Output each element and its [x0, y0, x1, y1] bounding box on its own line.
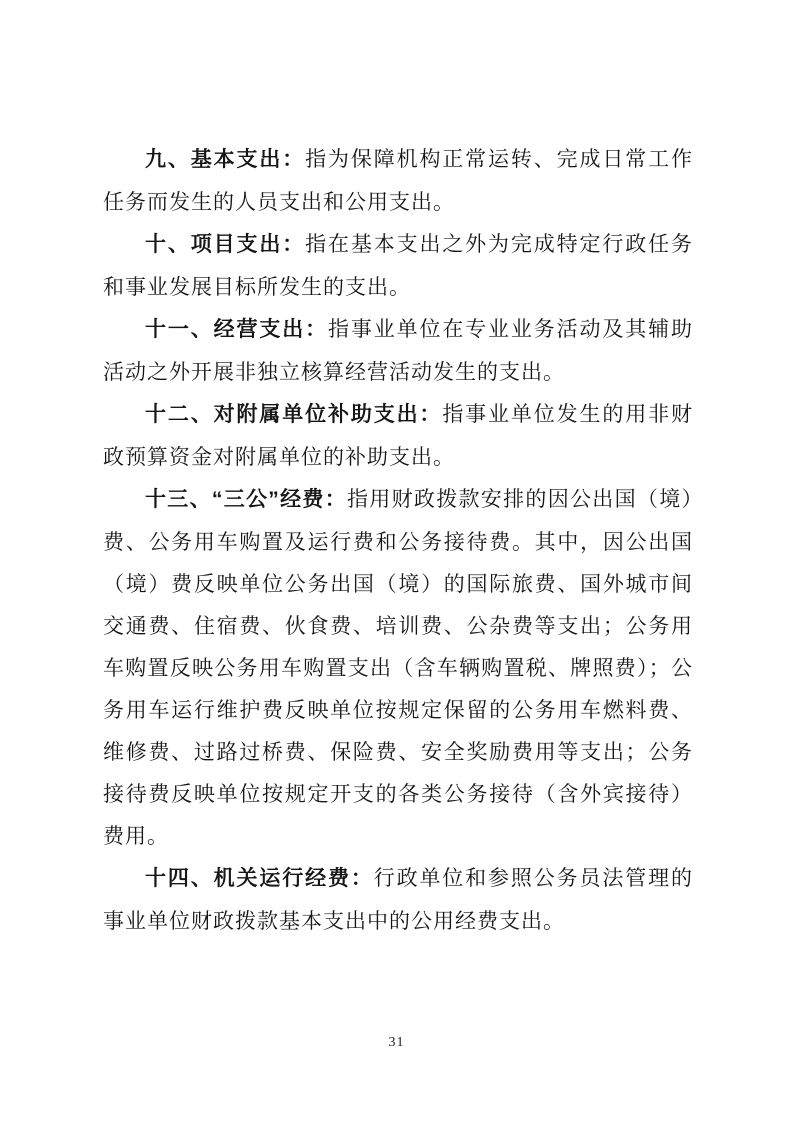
paragraph-definition: 指在基本支出之外为完成特定行政任务和事业发展目标所发生的支出。 — [103, 232, 694, 299]
paragraph-term: 十、项目支出： — [145, 233, 306, 256]
paragraph-definition: 指为保障机构正常运转、完成日常工作任务而发生的人员支出和公用支出。 — [103, 147, 694, 214]
paragraph-definition: 行政单位和参照公务员法管理的事业单位财政拨款基本支出中的公用经费支出。 — [103, 866, 694, 933]
page-number: 31 — [388, 1035, 405, 1050]
paragraph-operating-expenditure — [103, 308, 693, 393]
paragraph-term: 十二、对附属单位补助支出： — [145, 403, 443, 426]
paragraph-term: 十一、经营支出： — [145, 318, 328, 341]
paragraph-term: 十三、“三公”经费： — [145, 488, 347, 511]
paragraph-definition: 指事业单位发生的用非财政预算资金对附属单位的补助支出。 — [103, 402, 694, 469]
paragraph-definition: 指用财政拨款安排的因公出国（境）费、公务用车购置及运行费和公务接待费。其中，因公出国（境）费反映单位公务出国（境）的国际旅费、国外城市间交通费、住宿费、伙食费、培训费、公杂费等支出；公务用车购置反映公务用车购置支出（含车辆购置税、牌照费）；公务用车运行维护费反映单位按规定保留的公务用车燃料费、维修费、过路过桥费、保险费、安全奖励费用等支出；公务接待费反映单位按规定开支的各类公务接待（含外宾接待）费用。 — [103, 487, 693, 848]
paragraph-term: 十四、机关运行经费： — [145, 867, 374, 890]
paragraph-project-expenditure — [103, 223, 693, 308]
document-body — [103, 138, 693, 942]
paragraph-basic-expenditure — [103, 138, 693, 223]
paragraph-agency-operating-funds — [103, 857, 693, 942]
paragraph-three-public-funds — [103, 478, 693, 857]
paragraph-term: 九、基本支出： — [145, 148, 306, 171]
paragraph-definition: 指事业单位在专业业务活动及其辅助活动之外开展非独立核算经营活动发生的支出。 — [103, 317, 694, 384]
paragraph-subsidy-to-affiliates — [103, 393, 693, 478]
